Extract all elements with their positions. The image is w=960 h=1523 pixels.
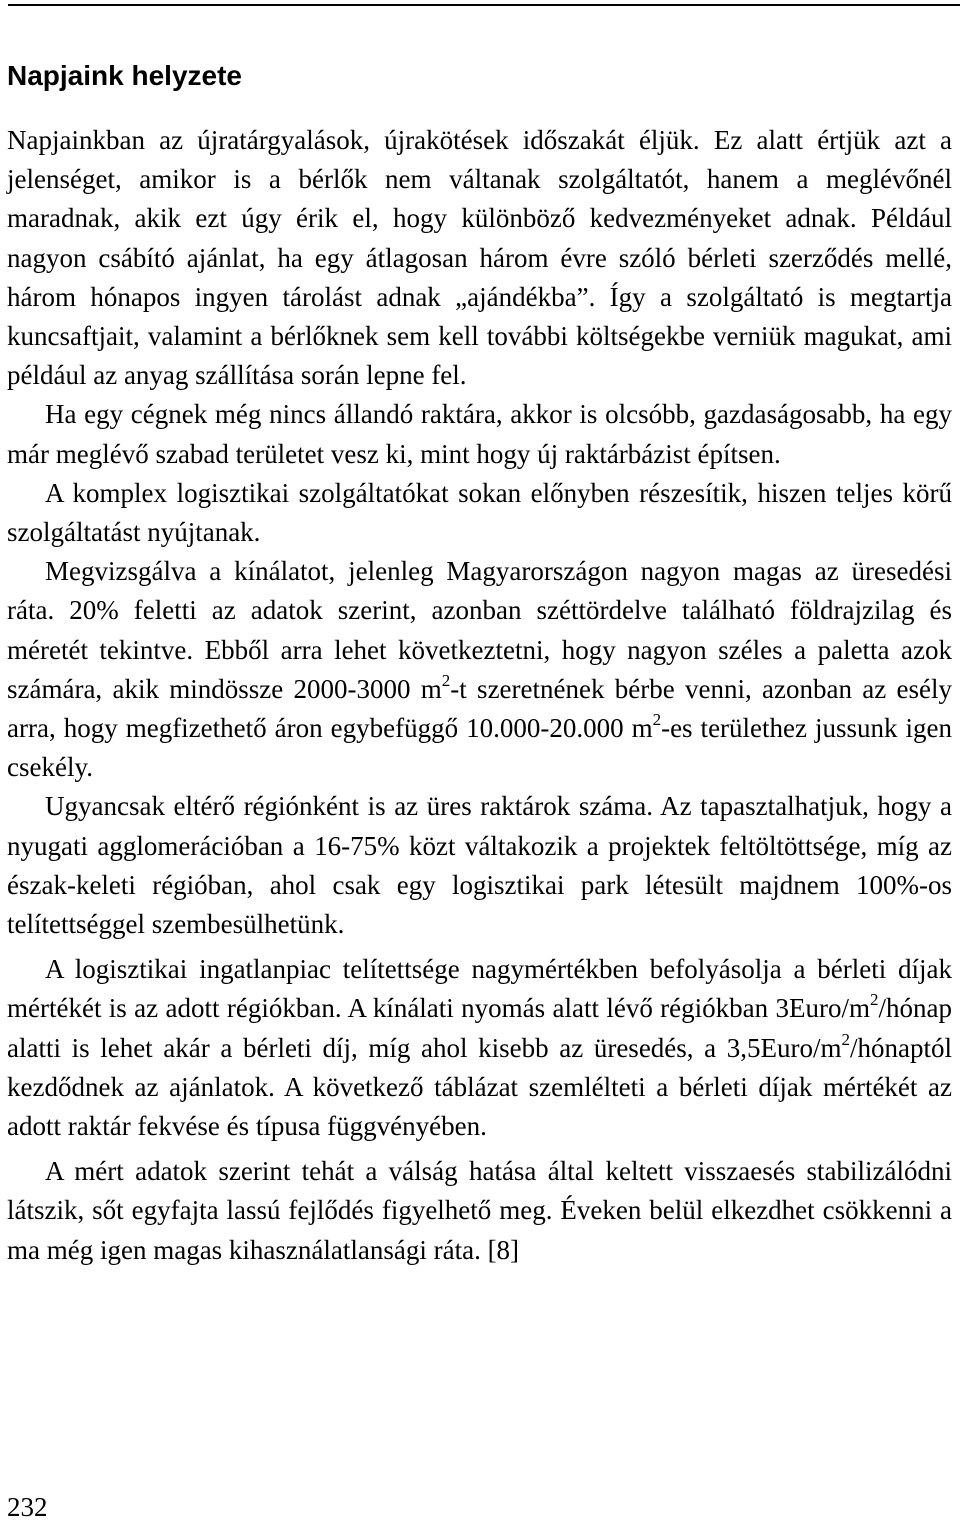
- superscript: 2: [441, 670, 451, 690]
- top-rule: [8, 4, 960, 6]
- superscript: 2: [841, 1029, 850, 1049]
- paragraph-4-text-a: Megvizsgálva a kínálatot, jelenleg Magyarországon nagyon magas az üresedési ráta. 20% feletti az adatok szerint, azonban széttördelve található földrajzilag és méretét tekintve. Ebből arra lehet következtetni, hogy nagyon széles a paletta azok számára, akik mindössze 2000-3000 m: [7, 556, 952, 704]
- paragraph-6: [7, 950, 952, 1146]
- paragraph-4-text-c: -es területhez jussunk igen csekély.: [7, 713, 952, 783]
- paragraph-5: Ugyancsak eltérő régiónként is az üres raktárok száma. Az tapasztalhatjuk, hogy a nyugati agglomerációban a 16-75% közt váltakozik a projektek feltöltöttsége, míg az észak-keleti régióban, ahol csak egy logisztikai park létesült majdnem 100%-os telítettséggel szembesülhetünk.: [7, 791, 952, 940]
- superscript: 2: [870, 990, 879, 1010]
- paragraph-2: Ha egy cégnek még nincs állandó raktára, akkor is olcsóbb, gazdaságosabb, ha egy már meglévő szabad területet vesz ki, mint hogy új raktárbázist építsen.: [7, 399, 952, 469]
- superscript: 2: [652, 710, 662, 730]
- paragraph-6-text-b: /hónap alatti is lehet akár a bérleti díj, míg ahol kisebb az üresedés, a 3,5Euro/m: [7, 993, 952, 1063]
- page-number: 232: [7, 1492, 48, 1522]
- paragraph-6-text-a: A logisztikai ingatlanpiac telítettsége nagymértékben befolyásolja a bérleti díjak mértékét is az adott régiókban. A kínálati nyomás alatt lévő régiókban 3Euro/m: [7, 954, 952, 1024]
- paragraph-4: [7, 552, 952, 787]
- paragraph-1: Napjainkban az újratárgyalások, újrakötések időszakát éljük. Ez alatt értjük azt a jelenséget, amikor is a bérlők nem váltanak szolgáltatót, hanem a meglévőnél maradnak, akik ezt úgy érik el, hogy különböző kedvezményeket adnak. Például nagyon csábító ajánlat, ha egy átlagosan három évre szóló bérleti szerződés mellé, három hónapos ingyen tárolást adnak „ajándékba”. Így a szolgáltató is megtartja kuncsaftjait, valamint a bérlőknek sem kell további költségekbe verniük magukat, ami például az anyag szállítása során lepne fel.: [7, 125, 952, 391]
- paragraph-7: A mért adatok szerint tehát a válság hatása által keltett visszaesés stabilizálódni látszik, sőt egyfajta lassú fejlődés figyelhető meg. Éveken belül elkezdhet csökkenni a ma még igen magas kihasználatlansági ráta. [8]: [7, 1156, 952, 1265]
- paragraph-4-text-b: -t szeretnének bérbe venni, azonban az esély arra, hogy megfizethető áron egybefüggő 10.000-20.000 m: [7, 673, 952, 744]
- paragraph-3: A komplex logisztikai szolgáltatókat sokan előnyben részesítik, hiszen teljes körű szolgáltatást nyújtanak.: [7, 477, 952, 548]
- body-text: [7, 121, 952, 1270]
- section-heading: Napjaink helyzete: [7, 60, 242, 91]
- paragraph-6-text-c: /hónaptól kezdődnek az ajánlatok. A következő táblázat szemlélteti a bérleti díjak mértékét az adott raktár fekvése és típusa függvényében.: [7, 1032, 952, 1142]
